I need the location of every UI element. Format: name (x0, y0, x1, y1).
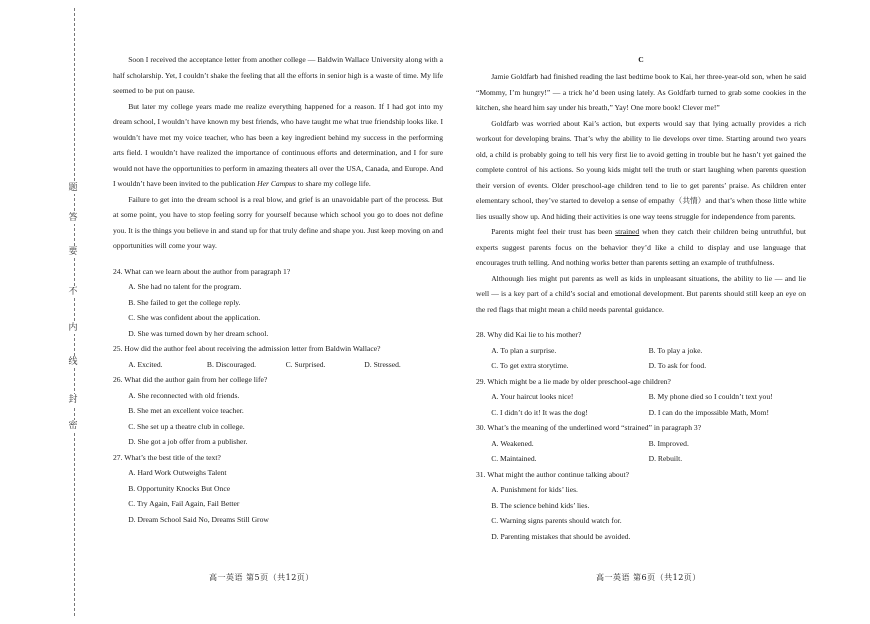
seal-word: 封 (62, 394, 84, 406)
answer-option[interactable]: D. Rebuilt. (648, 454, 683, 463)
answer-option[interactable]: B. She failed to get the college reply. (128, 297, 241, 307)
answer-option[interactable]: C. I didn’t do it! It was the dog! (491, 407, 588, 417)
answer-option[interactable]: C. Try Again, Fail Again, Fail Better (128, 499, 240, 508)
answer-option[interactable]: C. She was confident about the application. (128, 313, 261, 322)
answer-option[interactable]: A. Hard Work Outweighs Talent (128, 468, 227, 477)
answer-option[interactable]: D. Dream School Said No, Dreams Still Grow (128, 514, 269, 524)
answer-option[interactable]: A. Punishment for kids’ lies. (491, 485, 578, 494)
seal-word: 内 (62, 322, 84, 334)
question-31 (476, 467, 806, 545)
answer-option[interactable]: D. I can do the impossible Math, Mom! (648, 407, 770, 417)
question-stem: 25. How did the author feel about receiving the admission letter from Baldwin Wallace? (113, 344, 381, 353)
answer-option[interactable]: A. She reconnected with old friends. (128, 390, 240, 400)
answer-option[interactable]: A. She had no talent for the program. (128, 282, 242, 291)
answer-option[interactable]: D. Parenting mistakes that should be avoided. (491, 531, 631, 541)
answer-option[interactable]: B. Discouraged. (206, 359, 257, 369)
answer-option[interactable]: C. Maintained. (491, 454, 537, 463)
seal-word: 线 (62, 356, 84, 368)
answer-option[interactable]: D. Stressed. (364, 359, 401, 369)
answer-option[interactable]: D. She was turned down by her dream school. (128, 328, 269, 338)
answer-option[interactable]: A. Excited. (128, 359, 163, 369)
page-footer: 高一英语 第5页（共12页） (209, 573, 314, 582)
answer-option[interactable]: B. Improved. (648, 438, 689, 448)
answer-option[interactable]: D. To ask for food. (648, 361, 707, 370)
passage-paragraph: Soon I received the acceptance letter from another college — Baldwin Wallace University along with a half scholarship. Yet, I couldn’t shake the feeling that all the efforts in senior high is a waste of time. My life seemed to be put on pause. (113, 55, 443, 95)
passage-paragraph: Failure to get into the dream school is a real blow, and grief is an unavoidable part of the process. But at some point, you have to stop feeling sorry for yourself because which school you go to does not define you. It is the things you believe in and stand up for that truly define and shape you. Just keep moving on and opportunities will come your way. (113, 194, 443, 250)
passage-paragraph: Jamie Goldfarb had finished reading the last bedtime book to Kai, her three-year-old son, when he said “Mommy, I’m hungry!” — a trick he’d been using lately. As Goldfarb turned to grab some cookies in the kitchen, she heard him say under his breath,” Yay! One more book! Clever me!” (476, 72, 806, 112)
left-page (113, 52, 443, 527)
question-29 (476, 374, 806, 421)
seal-word: 答 (62, 212, 84, 224)
passage-paragraph: But later my college years made me realize everything happened for a reason. If I had got into my dream school, I wouldn’t have known my best friends, who have taught me what true friendship looks like. I wouldn’t have met my voice teacher, who has been a key ingredient behind my success in the performing arts field. I wouldn’t have realized the importance of continuous efforts and determination, and I for sure would not have the opportunities to perform in amazing theaters all over the USA, Canada, and Europe. And I wouldn’t have been invited to the publication Her Campus to share my college life. (113, 101, 443, 188)
question-stem: 29. Which might be a lie made by older preschool-age children? (476, 376, 671, 386)
seal-word: 密 (62, 420, 84, 432)
question-stem: 24. What can we learn about the author from paragraph 1? (113, 266, 291, 276)
seal-word: 题 (62, 182, 84, 194)
publication-name: Her Campus (257, 179, 296, 188)
question-stem: 28. Why did Kai lie to his mother? (476, 330, 582, 339)
question-24 (113, 264, 443, 342)
passage-paragraph: Althouugh lies might put parents as well as kids in unpleasant situations, the ability to lie — and lie well — is a key part of a child’s social and emotional development. But parents should still keep an eye on the red flags that might mean a child needs parental guidance. (476, 273, 806, 314)
answer-option[interactable]: D. She got a job offer from a publisher. (128, 437, 248, 446)
question-25 (113, 341, 443, 372)
answer-option[interactable]: C. Surprised. (285, 359, 326, 369)
answer-option[interactable]: B. My phone died so I couldn’t text you! (648, 392, 773, 401)
question-28 (476, 327, 806, 374)
answer-option[interactable]: C. To get extra storytime. (491, 361, 569, 370)
answer-option[interactable]: B. The science behind kids’ lies. (491, 500, 590, 510)
answer-option[interactable]: A. To plan a surprise. (491, 345, 557, 355)
question-27 (113, 450, 443, 528)
answer-option[interactable]: C. Warning signs parents should watch for. (491, 516, 622, 525)
answer-option[interactable]: C. She set up a theatre club in college. (128, 421, 245, 431)
question-stem: 31. What might the author continue talking about? (476, 469, 629, 479)
question-30 (476, 420, 806, 467)
question-stem: 27. What’s the best title of the text? (113, 452, 221, 462)
page-footer: 高一英语 第6页（共12页） (596, 573, 701, 582)
cut-line (74, 8, 75, 616)
seal-word: 要 (62, 246, 84, 258)
right-page (476, 52, 806, 544)
answer-option[interactable]: A. Your haircut looks nice! (491, 392, 574, 401)
answer-option[interactable]: B. She met an excellent voice teacher. (128, 406, 244, 415)
passage-paragraph: Goldfarb was worried about Kai’s action, but experts would say that lying actually provides a rich workout for developing brains. That’s why the ability to lie develops over time. Starting around two years old, a child is probably going to tell his very first lie to avoid getting in trouble but he hasn’t yet gained the complete control of his actions. So young kids might tell the truth or start laughing when parents question their version of events. Older preschool-age children tend to lie to get parents’ praise. As children enter elementary school, they’ve started to develop a sense of empathy（共情）and that’s when those little white lies usually show up. And hiding their activities is one way teens struggle for independence from parents. (476, 118, 806, 221)
question-stem: 30. What’s the meaning of the underlined word “strained” in paragraph 3? (476, 423, 702, 432)
question-26 (113, 372, 443, 450)
question-stem: 26. What did the author gain from her college life? (113, 375, 268, 384)
answer-option[interactable]: B. Opportunity Knocks But Once (128, 483, 231, 493)
answer-option[interactable]: A. Weakened. (491, 438, 534, 448)
underlined-word: strained (615, 227, 640, 236)
answer-option[interactable]: B. To play a joke. (648, 345, 703, 355)
passage-paragraph: Parents might feel their trust has been strained when they catch their children being untruthful, but experts suggest parents focus on the behavior they’d like a child to display and use language that encourages truth telling. And nothing works better than parents setting an example of truthfulness. (476, 227, 806, 267)
seal-word: 不 (62, 286, 84, 298)
binding-margin (0, 0, 90, 624)
section-heading: C (638, 55, 644, 64)
